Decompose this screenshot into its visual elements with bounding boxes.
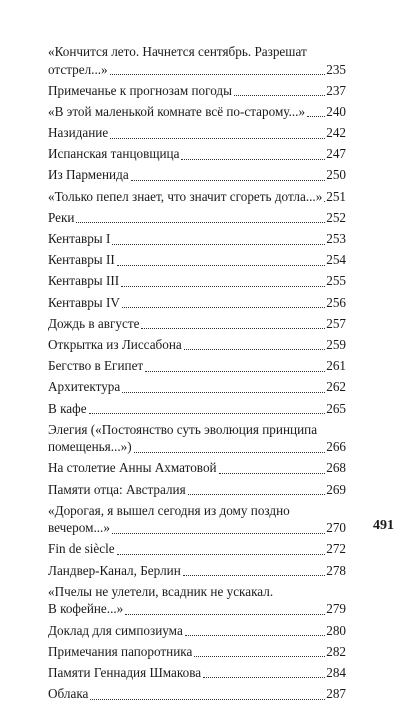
dot-leader xyxy=(184,348,325,350)
toc-entry-page: 257 xyxy=(326,315,346,331)
toc-entry-page: 265 xyxy=(326,400,346,416)
toc-entry-page: 280 xyxy=(326,622,346,638)
toc-entry xyxy=(48,166,346,184)
toc-entry-title-line: «Дорогая, я вышел сегодня из дому поздно xyxy=(48,502,290,518)
toc-entry-page: 252 xyxy=(326,209,346,225)
toc-entry xyxy=(48,357,346,375)
toc-entry-page: 254 xyxy=(326,252,346,268)
toc-entry xyxy=(48,459,346,477)
toc-entry-title: Архитектура xyxy=(48,379,121,395)
toc-entry-title: В кафе xyxy=(48,400,87,416)
toc-entry-title: отстрел...» xyxy=(48,61,108,77)
dot-leader xyxy=(194,655,325,657)
toc-entry-title: Испанская танцовщица xyxy=(48,146,180,162)
dot-leader xyxy=(141,327,325,329)
toc-entry-title: Fin de siècle xyxy=(48,541,115,557)
toc-entry xyxy=(48,124,346,142)
dot-leader xyxy=(117,553,326,555)
dot-leader xyxy=(181,158,325,160)
toc-entry xyxy=(48,251,346,269)
toc-entry xyxy=(48,82,346,100)
dot-leader xyxy=(183,574,325,576)
dot-leader xyxy=(117,264,325,266)
dot-leader xyxy=(219,472,326,474)
toc-entry-page: 269 xyxy=(326,481,346,497)
toc-entry-page: 287 xyxy=(326,686,346,702)
toc-entry-title: Кентавры I xyxy=(48,231,111,246)
toc-entry xyxy=(48,562,346,580)
toc-entry-title: Кентавры IV xyxy=(48,294,120,310)
toc-entry xyxy=(48,336,346,354)
toc-entry-title: Памяти Геннадия Шмакова xyxy=(48,664,202,680)
toc-entry-title: На столетие Анны Ахматовой xyxy=(48,460,217,476)
dot-leader xyxy=(110,137,325,139)
toc-entry xyxy=(48,188,346,206)
toc-entry-title: помещенья...») xyxy=(48,439,132,455)
toc-entry-title: Реки xyxy=(48,209,75,225)
dot-leader xyxy=(185,634,325,636)
toc-entry-page: 284 xyxy=(326,664,346,680)
dot-leader xyxy=(121,285,325,287)
toc-entry-title: вечером...» xyxy=(48,520,110,536)
toc-entry-title: Доклад для симпозиума xyxy=(48,622,183,638)
toc-entry-title: В кофейне...» xyxy=(48,601,124,617)
toc-entry-title-line: «Пчелы не улетели, всадник не ускакал. xyxy=(48,583,274,599)
toc-entry-title: «Только пепел знает, что значит сгореть дотла...» xyxy=(48,188,323,204)
toc-entry xyxy=(48,540,346,558)
dot-leader xyxy=(307,115,325,117)
toc-entry-title: Открытка из Лиссабона xyxy=(48,336,182,352)
toc-entry-page: 247 xyxy=(326,146,346,162)
toc-entry-title: Кентавры III xyxy=(48,273,120,289)
toc-entry-title: Бегство в Египет xyxy=(48,358,144,374)
toc-entry-title: Памяти отца: Австралия xyxy=(48,481,186,497)
toc-entry xyxy=(48,378,346,396)
toc-entry-title: Примечанье к прогнозам погоды xyxy=(48,82,232,98)
dot-leader xyxy=(145,370,325,372)
toc-entry xyxy=(48,294,346,312)
toc-entry-title: Кентавры II xyxy=(48,252,115,268)
toc-entry-title: Облака xyxy=(48,686,89,702)
toc-entry xyxy=(48,145,346,163)
toc-entry-page: 242 xyxy=(326,125,346,141)
toc-entry-title-line: «Кончится лето. Начнется сентябрь. Разрешат xyxy=(48,44,307,59)
toc-entry xyxy=(48,315,346,333)
dot-leader xyxy=(324,200,325,202)
dot-leader xyxy=(188,493,326,495)
toc-entry-title-line: Элегия («Постоянство суть эволюция принципа xyxy=(48,421,318,437)
toc-entry-page: 253 xyxy=(326,231,346,246)
dot-leader xyxy=(203,676,325,678)
toc-entry-title: Ландвер-Канал, Берлин xyxy=(48,562,181,578)
toc-entry-page: 262 xyxy=(326,379,346,395)
toc-entry xyxy=(48,643,346,661)
dot-leader xyxy=(122,306,325,308)
dot-leader xyxy=(131,179,326,181)
toc-entry xyxy=(48,209,346,227)
toc-entry xyxy=(48,481,346,499)
toc-entry-page: 237 xyxy=(326,82,346,98)
dot-leader xyxy=(234,94,325,96)
toc-entry-page: 250 xyxy=(326,167,346,183)
toc-entry-title: Назидание xyxy=(48,125,109,141)
toc-entry-page: 259 xyxy=(326,336,346,352)
dot-leader xyxy=(134,451,326,453)
toc-entry xyxy=(48,103,346,121)
toc-entry xyxy=(48,685,346,703)
toc-entry xyxy=(48,43,346,78)
toc-entry xyxy=(48,664,346,682)
toc-entry-page: 261 xyxy=(326,358,346,374)
toc-entry xyxy=(48,583,346,618)
toc-entry xyxy=(48,230,346,248)
toc-entry-title: Из Парменида xyxy=(48,167,129,183)
toc-entry xyxy=(48,622,346,640)
page-number: 491 xyxy=(373,518,394,533)
toc-entry-page: 255 xyxy=(326,273,346,289)
dot-leader xyxy=(112,243,325,245)
dot-leader xyxy=(76,221,325,223)
dot-leader xyxy=(112,532,325,534)
toc-entry-title: «В этой маленькой комнате всё по-старому...» xyxy=(48,103,306,119)
toc-entry-page: 240 xyxy=(326,103,346,119)
toc-entry xyxy=(48,421,346,456)
table-of-contents xyxy=(48,43,346,706)
toc-entry-page: 268 xyxy=(326,460,346,476)
dot-leader xyxy=(125,613,325,615)
toc-entry xyxy=(48,502,346,537)
toc-entry xyxy=(48,272,346,290)
toc-entry xyxy=(48,400,346,418)
toc-entry-page: 282 xyxy=(326,643,346,659)
toc-entry-page: 278 xyxy=(326,562,346,578)
toc-entry-page: 266 xyxy=(326,439,346,455)
dot-leader xyxy=(90,698,325,700)
toc-entry-title: Дождь в августе xyxy=(48,315,140,331)
toc-entry-page: 270 xyxy=(326,520,346,536)
toc-entry-page: 272 xyxy=(326,541,346,557)
toc-entry-title: Примечания папоротника xyxy=(48,643,193,659)
toc-entry-page: 235 xyxy=(326,61,346,77)
toc-entry-page: 279 xyxy=(326,601,346,617)
toc-entry-page: 251 xyxy=(326,188,346,204)
toc-entry-page: 256 xyxy=(326,294,346,310)
dot-leader xyxy=(122,391,325,393)
dot-leader xyxy=(89,412,326,414)
dot-leader xyxy=(110,73,326,75)
